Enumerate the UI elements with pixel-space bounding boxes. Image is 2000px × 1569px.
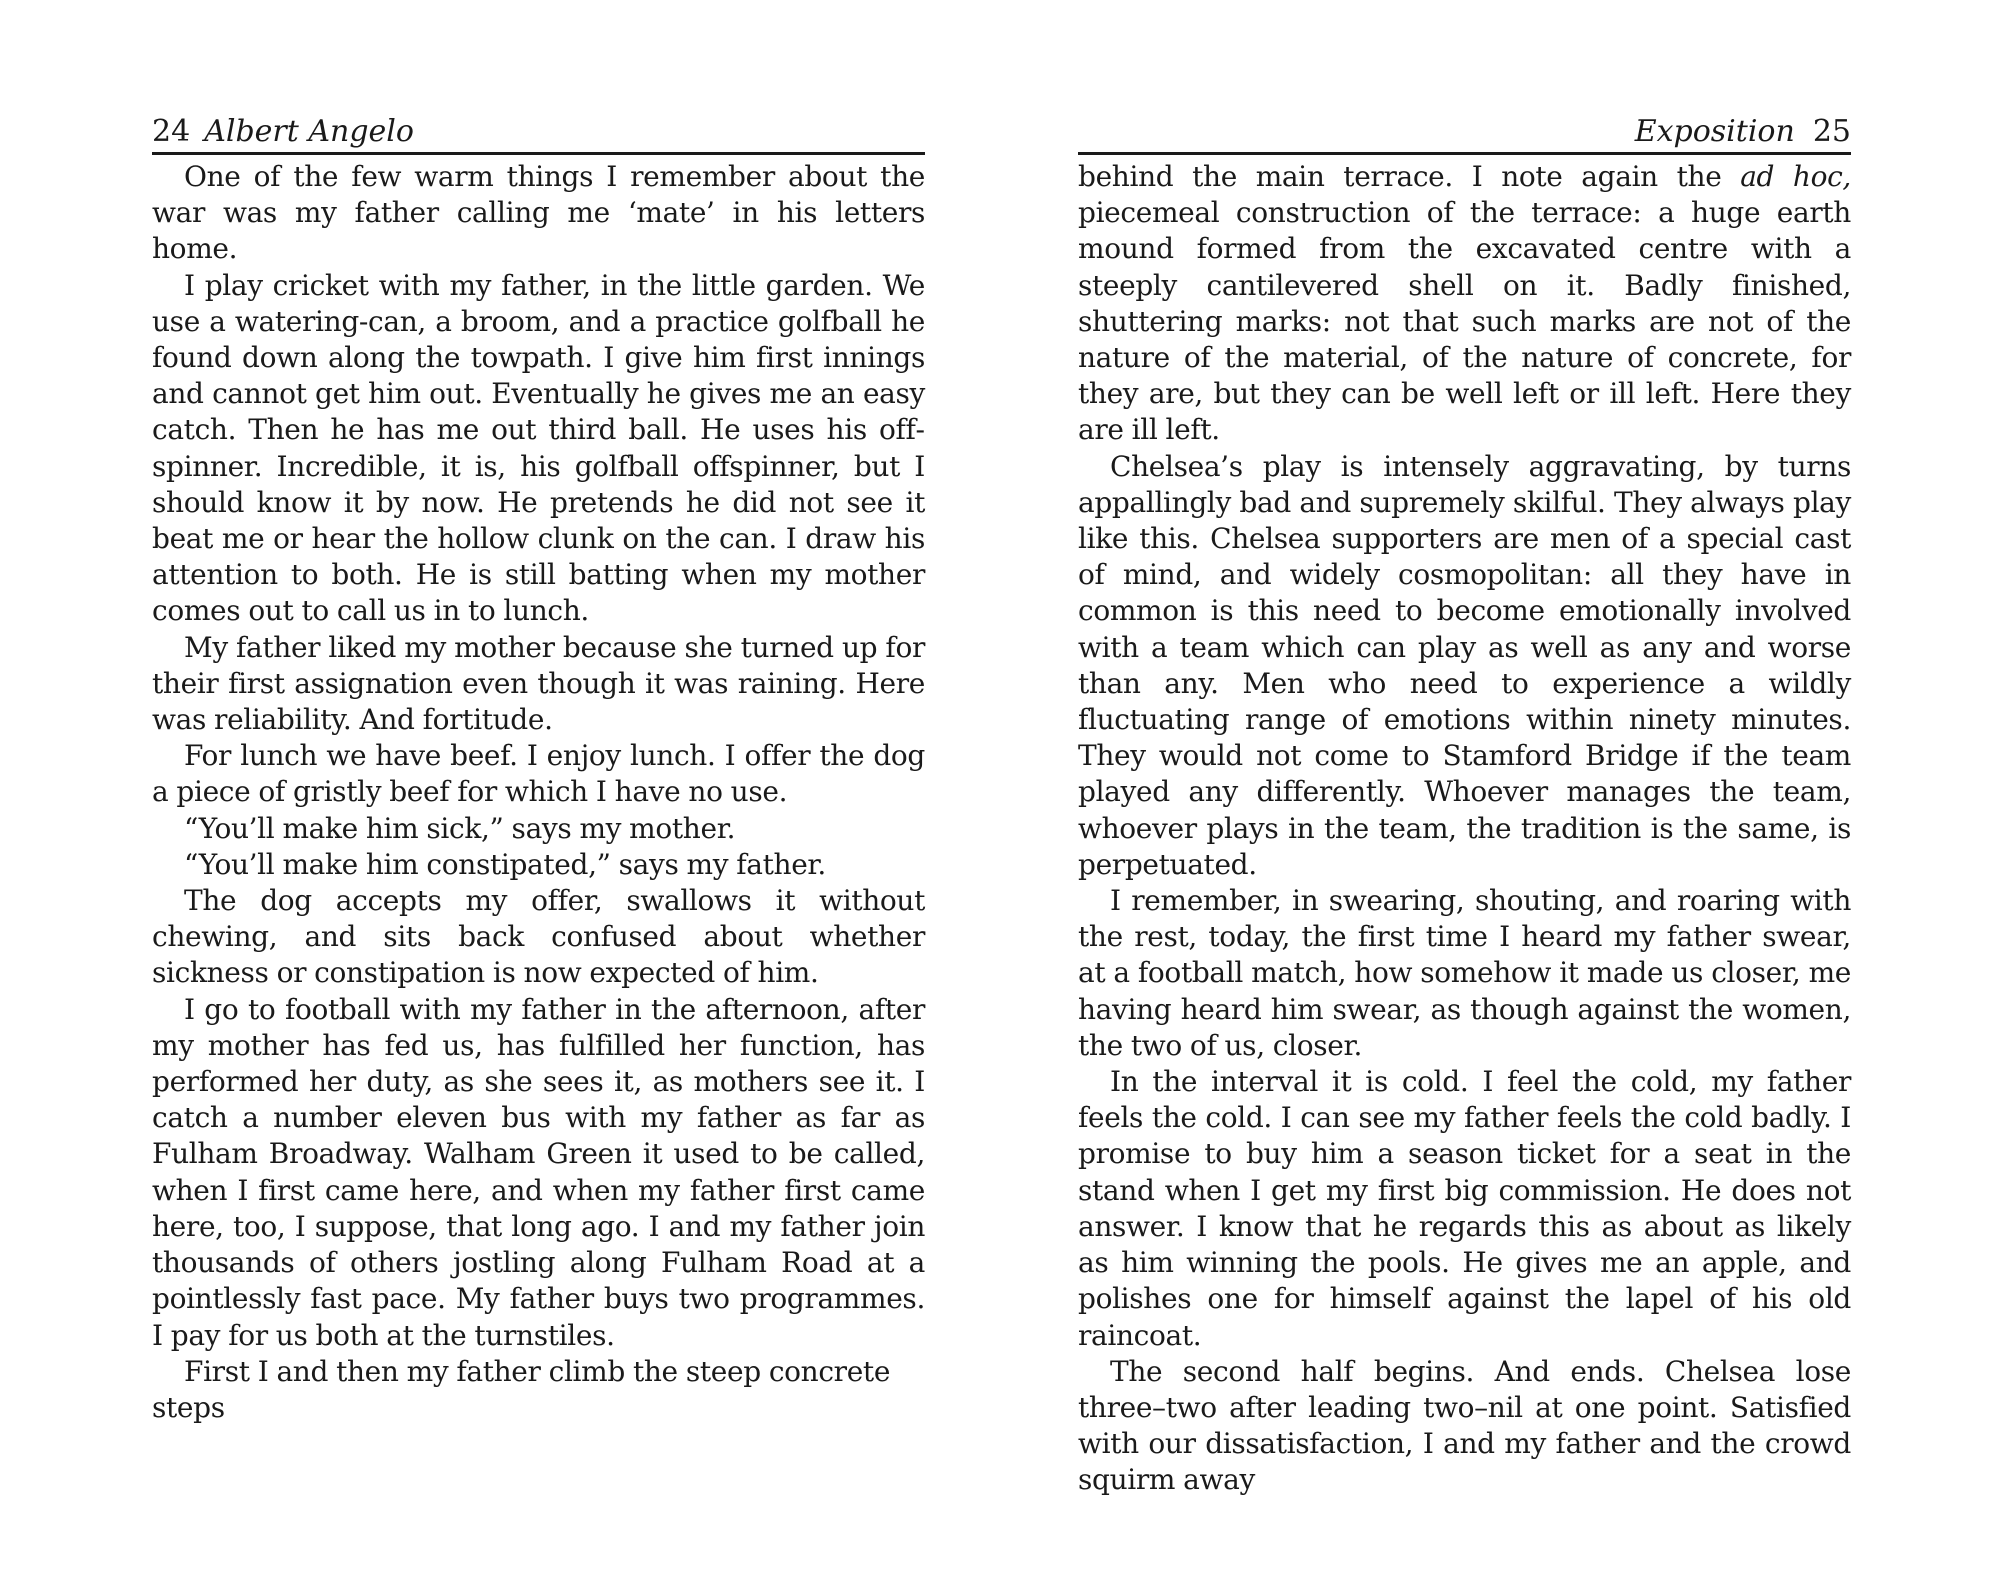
paragraph-text: behind the main terrace. I note again the [1078, 160, 1741, 193]
paragraph: The second half begins. And ends. Chelsea lose three–two after leading two–nil at one point. Satisfied with our dissatisfaction, I and my father and the crowd squirm away [1078, 1354, 1851, 1497]
right-page [1078, 112, 1851, 1499]
right-running-head [1078, 112, 1851, 155]
left-body-text [152, 159, 925, 1426]
left-page-number: 24 [152, 114, 191, 149]
right-page-number: 25 [1812, 114, 1851, 149]
left-running-head [152, 112, 925, 155]
paragraph: In the interval it is cold. I feel the cold, my father feels the cold. I can see my father feels the cold badly. I promise to buy him a season ticket for a seat in the stand when I get my first big commission. He does not answer. I know that he regards this as about as likely as him winning the pools. He gives me an apple, and polishes one for himself against the lapel of his old raincoat. [1078, 1065, 1851, 1352]
paragraph: First I and then my father climb the steep concrete steps [152, 1354, 891, 1424]
left-running-title: Albert Angelo [204, 114, 414, 149]
paragraph: The dog accepts my offer, swallows it without chewing, and sits back confused about whether sickness or constipation is now expected of him. [152, 884, 925, 990]
paragraph: “You’ll make him constipated,” says my father. [184, 847, 826, 881]
paragraph: Chelsea’s play is intensely aggravating, by turns appallingly bad and supremely skilful. They always play like this. Chelsea supporters are men of a special cast of mind, and widely cosmopolitan: all they have in common is this need to become emotionally involved with a team which can play as well as any and worse than any. Men who need to experience a wildly fluctuating range of emotions within ninety minutes. They would not come to Stamford Bridge if the team played any differently. Whoever manages the team, whoever plays in the team, the tradition is the same, is perpetuated. [1078, 449, 1851, 881]
paragraph: For lunch we have beef. I enjoy lunch. I offer the dog a piece of gristly beef for which I have no use. [152, 739, 925, 809]
right-body-text [1078, 159, 1851, 1499]
paragraph: One of the few warm things I remember about the war was my father calling me ‘mate’ in his letters home. [152, 160, 925, 266]
paragraph: My father liked my mother because she turned up for their first assignation even though it was raining. Here was reliability. And fortitude. [152, 630, 925, 737]
paragraph: I remember, in swearing, shouting, and roaring with the rest, today, the first time I heard my father swear, at a football match, how somehow it made us closer, me having heard him swear, as though against the women, the two of us, closer. [1078, 884, 1851, 1062]
right-running-title: Exposition [1634, 114, 1795, 149]
paragraph-text: piecemeal construction of the terrace: a huge earth mound formed from the excavated centre with a steeply cantilevered shell on it. Badly finished, shuttering marks: not that such marks are not of the nature of the material, of the nature of concrete, for they are, but they can be well left or ill left. Here they are ill left. [1078, 196, 1851, 447]
paragraph [1078, 159, 1851, 449]
paragraph: I go to football with my father in the afternoon, after my mother has fed us, has fulfilled her function, has performed her duty, as she sees it, as mothers see it. I catch a number eleven bus with my father as far as Fulham Broadway. Walham Green it used to be called, when I first came here, and when my father first came here, too, I suppose, that long ago. I and my father join thousands of others jostling along Fulham Road at a pointlessly fast pace. My father buys two programmes. I pay for us both at the turnstiles. [152, 992, 925, 1352]
paragraph: “You’ll make him sick,” says my mother. [184, 811, 736, 845]
paragraph: I play cricket with my father, in the little garden. We use a watering-can, a broom, and a practice golfball he found down along the towpath. I give him first innings and cannot get him out. Eventually he gives me an easy catch. Then he has me out third ball. He uses his offspinner. Incredible, it is, his golfball offspinner, but I should know it by now. He pretends he did not see it beat me or hear the hollow clunk on the can. I draw his attention to both. He is still batting when my mother comes out to call us in to lunch. [152, 268, 925, 628]
left-page [152, 112, 925, 1426]
italic-phrase: ad hoc, [1740, 160, 1851, 193]
